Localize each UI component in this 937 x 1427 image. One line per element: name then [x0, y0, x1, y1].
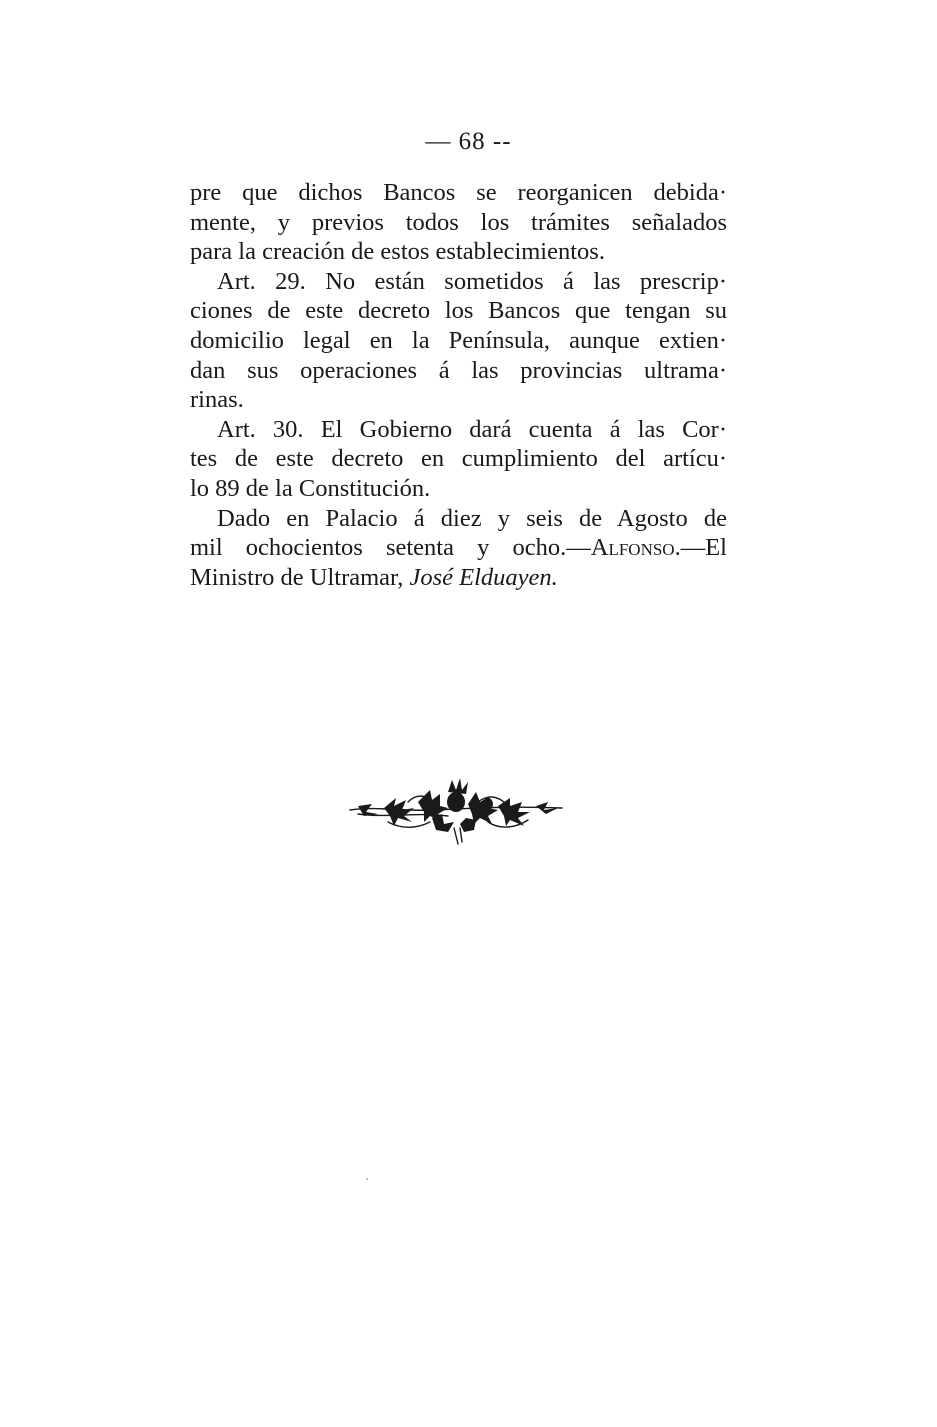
text-line: domicilio legal en la Península, aunque extien·	[190, 326, 727, 354]
page-number: — 68 --	[425, 128, 512, 155]
text-line: lo 89 de la Constitución.	[190, 474, 431, 502]
article-30-start: Art. 30. El Gobierno dará cuenta á las Cor·	[217, 415, 727, 443]
text-line: ciones de este decreto los Bancos que tengan su	[190, 297, 727, 325]
text-line: pre que dichos Bancos se reorganicen debida·	[190, 179, 727, 206]
closing-start: Dado en Palacio á diez y seis de Agosto de	[217, 504, 727, 532]
text-line: dan sus operaciones á las provincias ultrama·	[190, 356, 727, 384]
signature-name: José Elduayen.	[409, 563, 558, 591]
thistle-vignette-icon	[348, 772, 564, 850]
body-text	[190, 178, 727, 592]
text-line: tes de este decreto en cumplimiento del artícu·	[190, 445, 727, 473]
text-line: mente, y previos todos los trámites señalados	[190, 208, 727, 236]
signature-prefix: Ministro de Ultramar,	[190, 563, 410, 591]
closing-suffix: .—El	[674, 534, 727, 562]
closing-prefix: mil ochocientos setenta y ocho.—	[190, 534, 591, 562]
paper-speck	[366, 1178, 368, 1180]
article-29-start: Art. 29. No están sometidos á las prescrip·	[217, 267, 727, 295]
text-line: rinas.	[190, 386, 244, 414]
signature-line	[190, 563, 727, 593]
text-line: para la creación de estos establecimientos.	[190, 238, 605, 266]
king-name: Alfonso	[590, 534, 675, 562]
closing-line	[190, 533, 727, 563]
